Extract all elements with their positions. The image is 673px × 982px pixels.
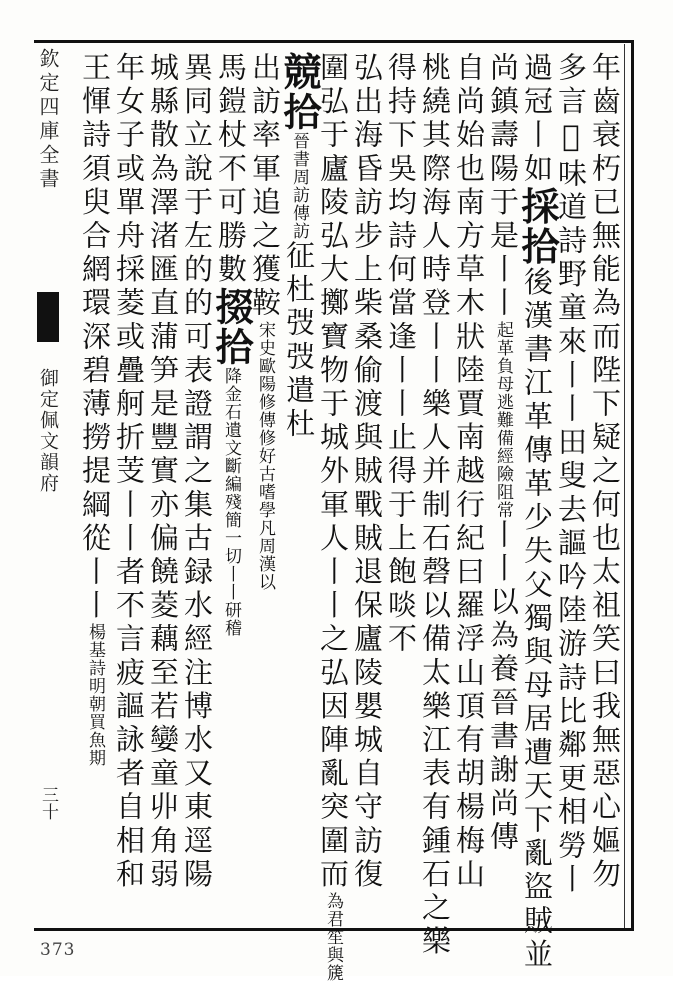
text-column (79, 52, 111, 922)
entry-heading: 採拾 (515, 186, 560, 267)
body-text: 出訪率軍追之獲鞍 (248, 52, 282, 321)
body-text: 異同立說于左的的可表證謂之集古録水經注博水又東逕陽 (180, 52, 214, 892)
body-text: 年齒衰朽已無能為而陛下疑之何也太祖笑曰我無惡心嫗勿 (588, 52, 622, 892)
top-border-rule (34, 40, 634, 43)
page-margin (35, 48, 61, 928)
body-text: 圍弘于廬陵弘大擲寶物于城外軍人丨丨之弘因陣亂突圍而 (316, 52, 350, 892)
page-number: 373 (40, 940, 76, 960)
body-text: 征杜弢弢遣杜 (282, 240, 316, 442)
right-inner-rule (624, 44, 625, 928)
body-text: 丨丨以為養晉書謝尚傳 (486, 518, 520, 855)
text-column (555, 52, 587, 922)
body-text: 城縣散為澤渚匯直蒲笋是豐實亦偏饒菱藕至若孌童丱角弱 (146, 52, 180, 892)
text-column (487, 52, 519, 922)
text-column (209, 52, 254, 922)
text-column (113, 52, 145, 922)
entry-heading: 競拾 (277, 52, 322, 132)
body-text: 弘出海昏訪步上柴桑偷渡與賊戰賊退保廬陵嬰城自守訪復 (350, 52, 384, 892)
text-column (351, 52, 383, 922)
annotation-text: 楊基詩明朝買魚期 (85, 623, 105, 768)
text-column (249, 52, 281, 922)
annotation-text: 晉書周訪傳訪 (289, 132, 309, 240)
body-text: 尚鎮壽陽于是丨丨 (486, 52, 520, 321)
text-column (515, 52, 560, 973)
body-text: 王惲詩須臾合網環深碧薄撈提綱從丨丨 (78, 52, 112, 624)
body-text: 後漢書江革傳革少失父獨與母居遭天下亂盜賊並 (520, 266, 554, 973)
margin-header-text: 欽定四庫全書 (36, 48, 60, 192)
body-text: 得持下吳均詩何當逢丨丨止得于上飽啖不 (384, 52, 418, 657)
text-column (316, 52, 350, 982)
text-column (453, 52, 485, 922)
fishtail-block (37, 292, 59, 342)
text-column (418, 52, 452, 960)
body-text: 過冠丨如 (520, 52, 554, 187)
body-text: 桃繞其際海人時登丨丨樂人并制石磬以備太樂江表有鍾石之樂 (418, 52, 452, 960)
body-text: 馬鎧杖不可勝數 (214, 52, 248, 288)
main-text-block (78, 52, 622, 982)
body-text: 多言𥨊味道詩野童來丨丨田叟去謳吟陸游詩比鄰更相勞丨 (554, 52, 588, 897)
text-column (181, 52, 213, 922)
body-text: 自尚始也南方草木狀陸賈南越行紀曰羅浮山頂有胡楊梅山 (452, 52, 486, 892)
text-column (277, 52, 322, 922)
text-column (589, 52, 621, 922)
right-border-rule (631, 40, 634, 931)
annotation-text: 宋史歐陽修傳修好古嗜學凡周漢以 (255, 320, 275, 591)
annotation-text: 起革負母逃難備經險阻常 (493, 320, 513, 519)
annotation-text: 為君笙與篪 (323, 892, 343, 982)
text-column (147, 52, 179, 922)
folio-number: 三十 (38, 786, 58, 820)
entry-heading: 掇拾 (209, 287, 254, 368)
margin-book-title: 御定佩文韻府 (37, 368, 59, 494)
annotation-text: 降金石遺文斷編殘簡一切丨丨研稽 (221, 367, 241, 638)
text-column (385, 52, 417, 922)
body-text: 年女子或單舟採菱或疊舸折芰丨丨者不言疲謳詠者自相和 (112, 52, 146, 892)
